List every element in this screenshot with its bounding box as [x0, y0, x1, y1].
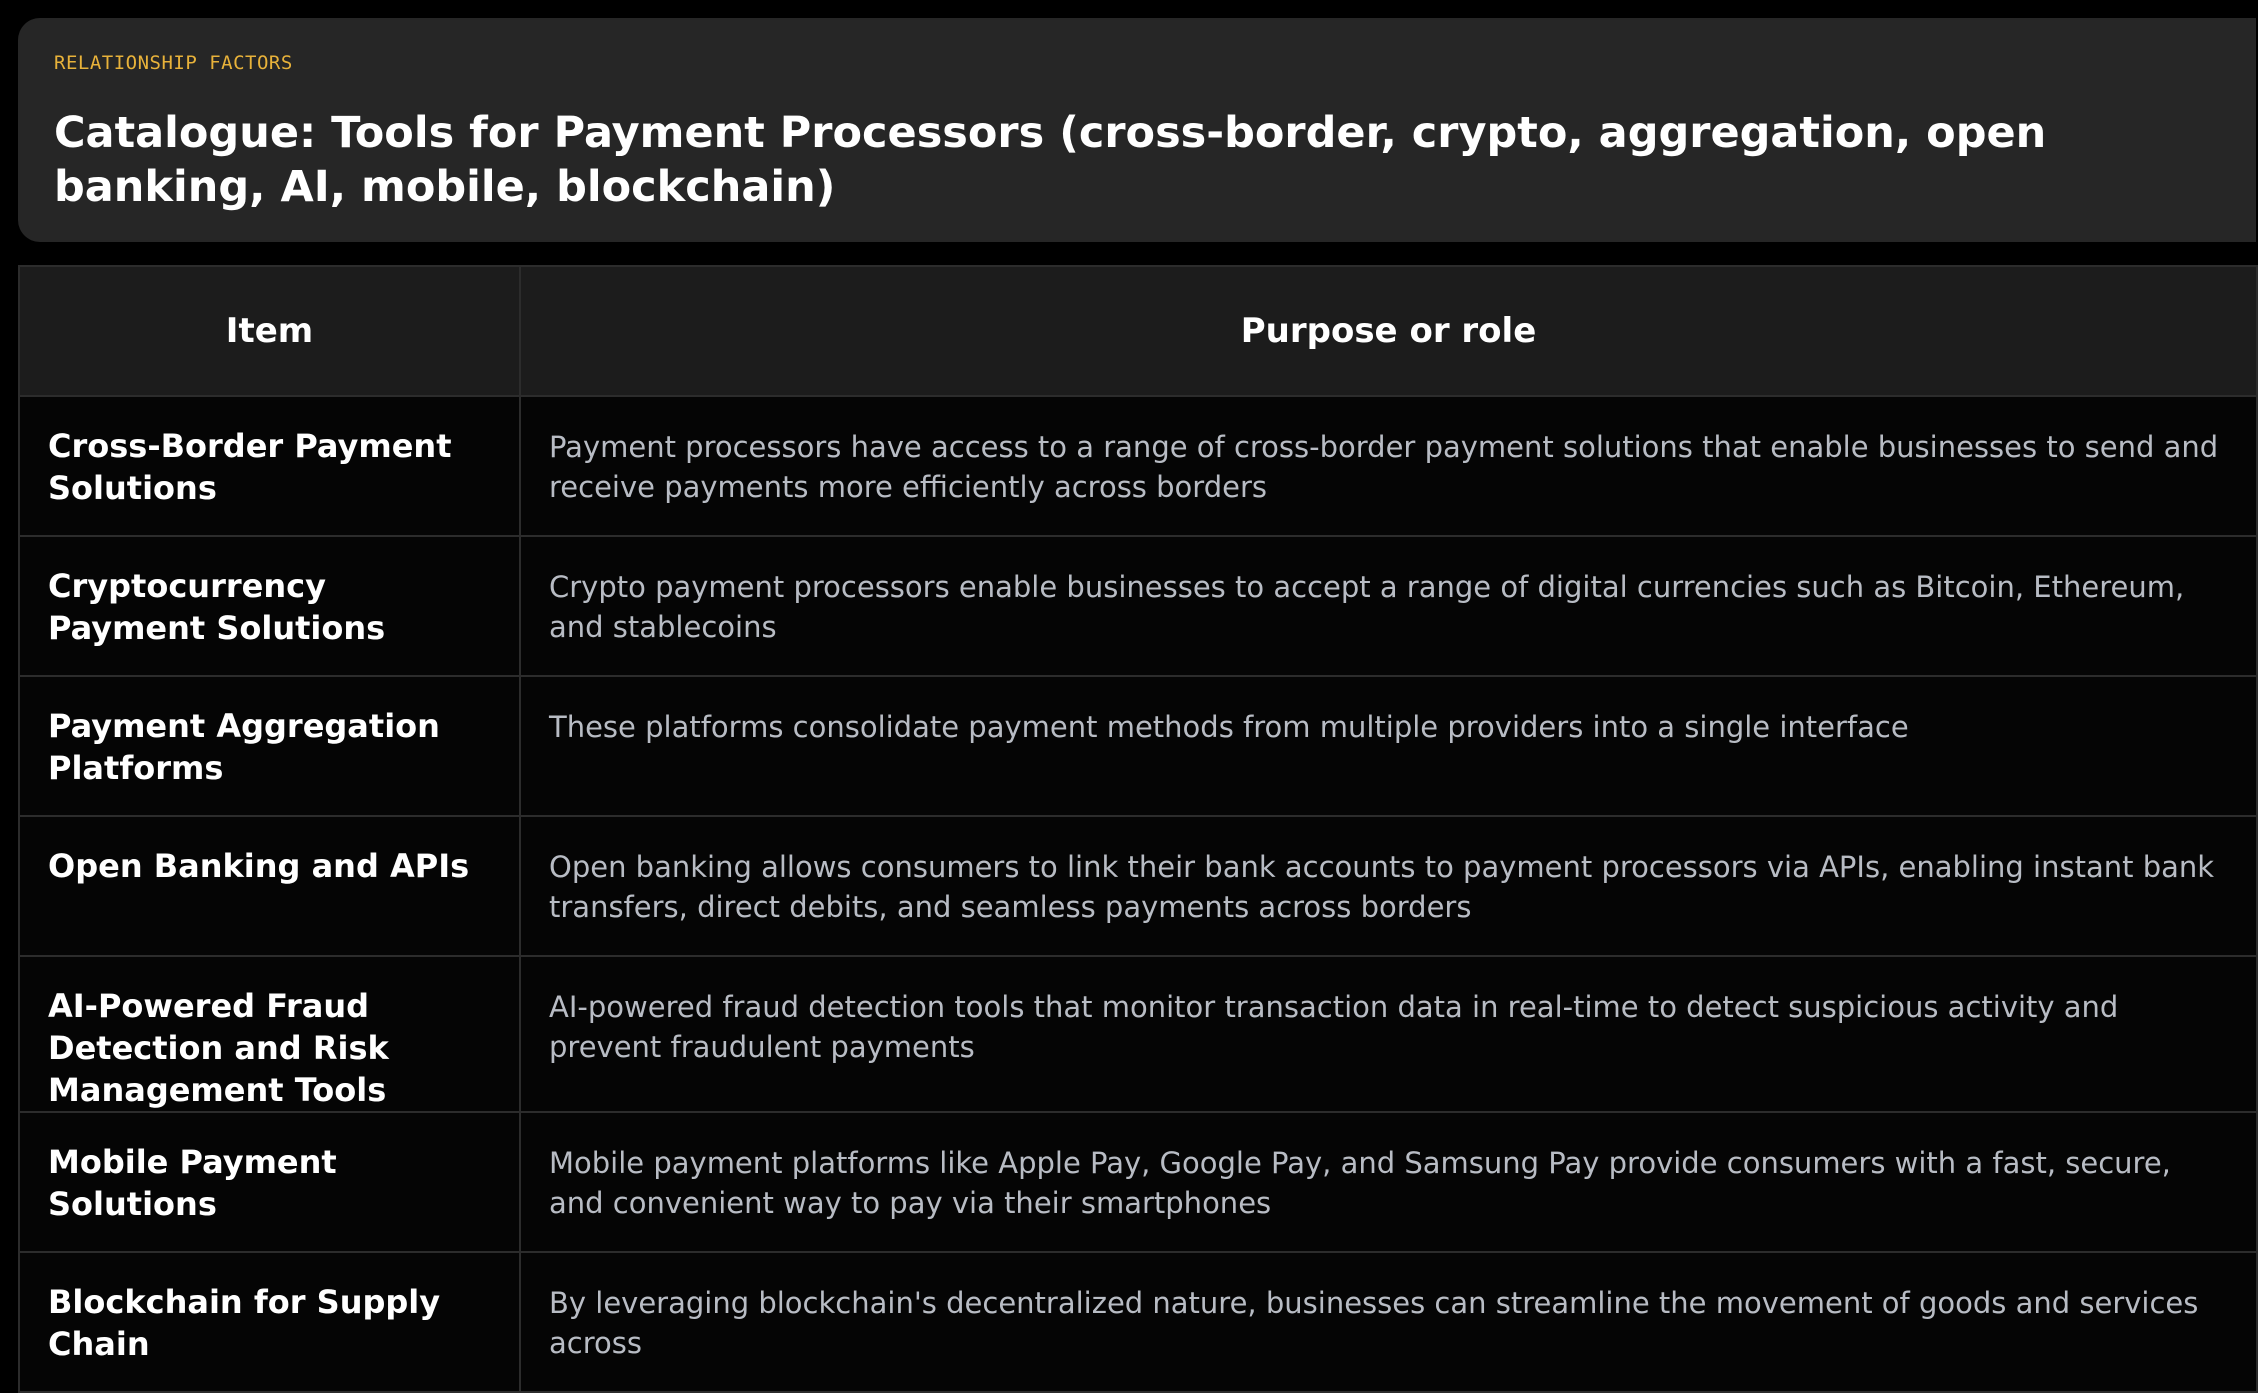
table-header-row: [19, 266, 2257, 396]
page-title: Catalogue: Tools for Payment Processors (cross-border, crypto, aggregation, open banking, AI, mobile, blockchain): [54, 108, 2047, 212]
purpose-cell: Payment processors have access to a range of cross-border payment solutions that enable businesses to send and receive payments more efficiently across borders: [520, 396, 2257, 536]
item-cell: Cryptocurrency Payment Solutions: [19, 536, 520, 676]
table-row: [19, 536, 2257, 676]
column-header-item: Item: [19, 266, 520, 396]
item-cell: Blockchain for Supply Chain: [19, 1252, 520, 1392]
purpose-cell: Open banking allows consumers to link their bank accounts to payment processors via APIs, enabling instant bank transfers, direct debits, and seamless payments across borders: [520, 816, 2257, 956]
purpose-cell: Crypto payment processors enable businesses to accept a range of digital currencies such as Bitcoin, Ethereum, and stablecoins: [520, 536, 2257, 676]
catalogue-table: [18, 265, 2258, 1393]
section-eyebrow: RELATIONSHIP FACTORS: [54, 52, 293, 74]
header-card: [18, 18, 2256, 242]
table-row: [19, 1252, 2257, 1392]
column-header-purpose: Purpose or role: [520, 266, 2257, 396]
table-row: [19, 1112, 2257, 1252]
item-cell: Mobile Payment Solutions: [19, 1112, 520, 1252]
item-cell: Cross-Border Payment Solutions: [19, 396, 520, 536]
purpose-cell: Mobile payment platforms like Apple Pay, Google Pay, and Samsung Pay provide consumers with a fast, secure, and convenient way to pay via their smartphones: [520, 1112, 2257, 1252]
item-cell: AI-Powered Fraud Detection and Risk Management Tools: [19, 956, 520, 1112]
table-row: [19, 816, 2257, 956]
table-row: [19, 396, 2257, 536]
catalogue-table-container: [18, 265, 2256, 1363]
purpose-cell: By leveraging blockchain's decentralized nature, businesses can streamline the movement of goods and services across: [520, 1252, 2257, 1392]
item-cell: Open Banking and APIs: [19, 816, 520, 956]
table-row: [19, 956, 2257, 1112]
item-cell: Payment Aggregation Platforms: [19, 676, 520, 816]
purpose-cell: These platforms consolidate payment methods from multiple providers into a single interface: [520, 676, 2257, 816]
table-row: [19, 676, 2257, 816]
purpose-cell: AI-powered fraud detection tools that monitor transaction data in real-time to detect suspicious activity and prevent fraudulent payments: [520, 956, 2257, 1112]
